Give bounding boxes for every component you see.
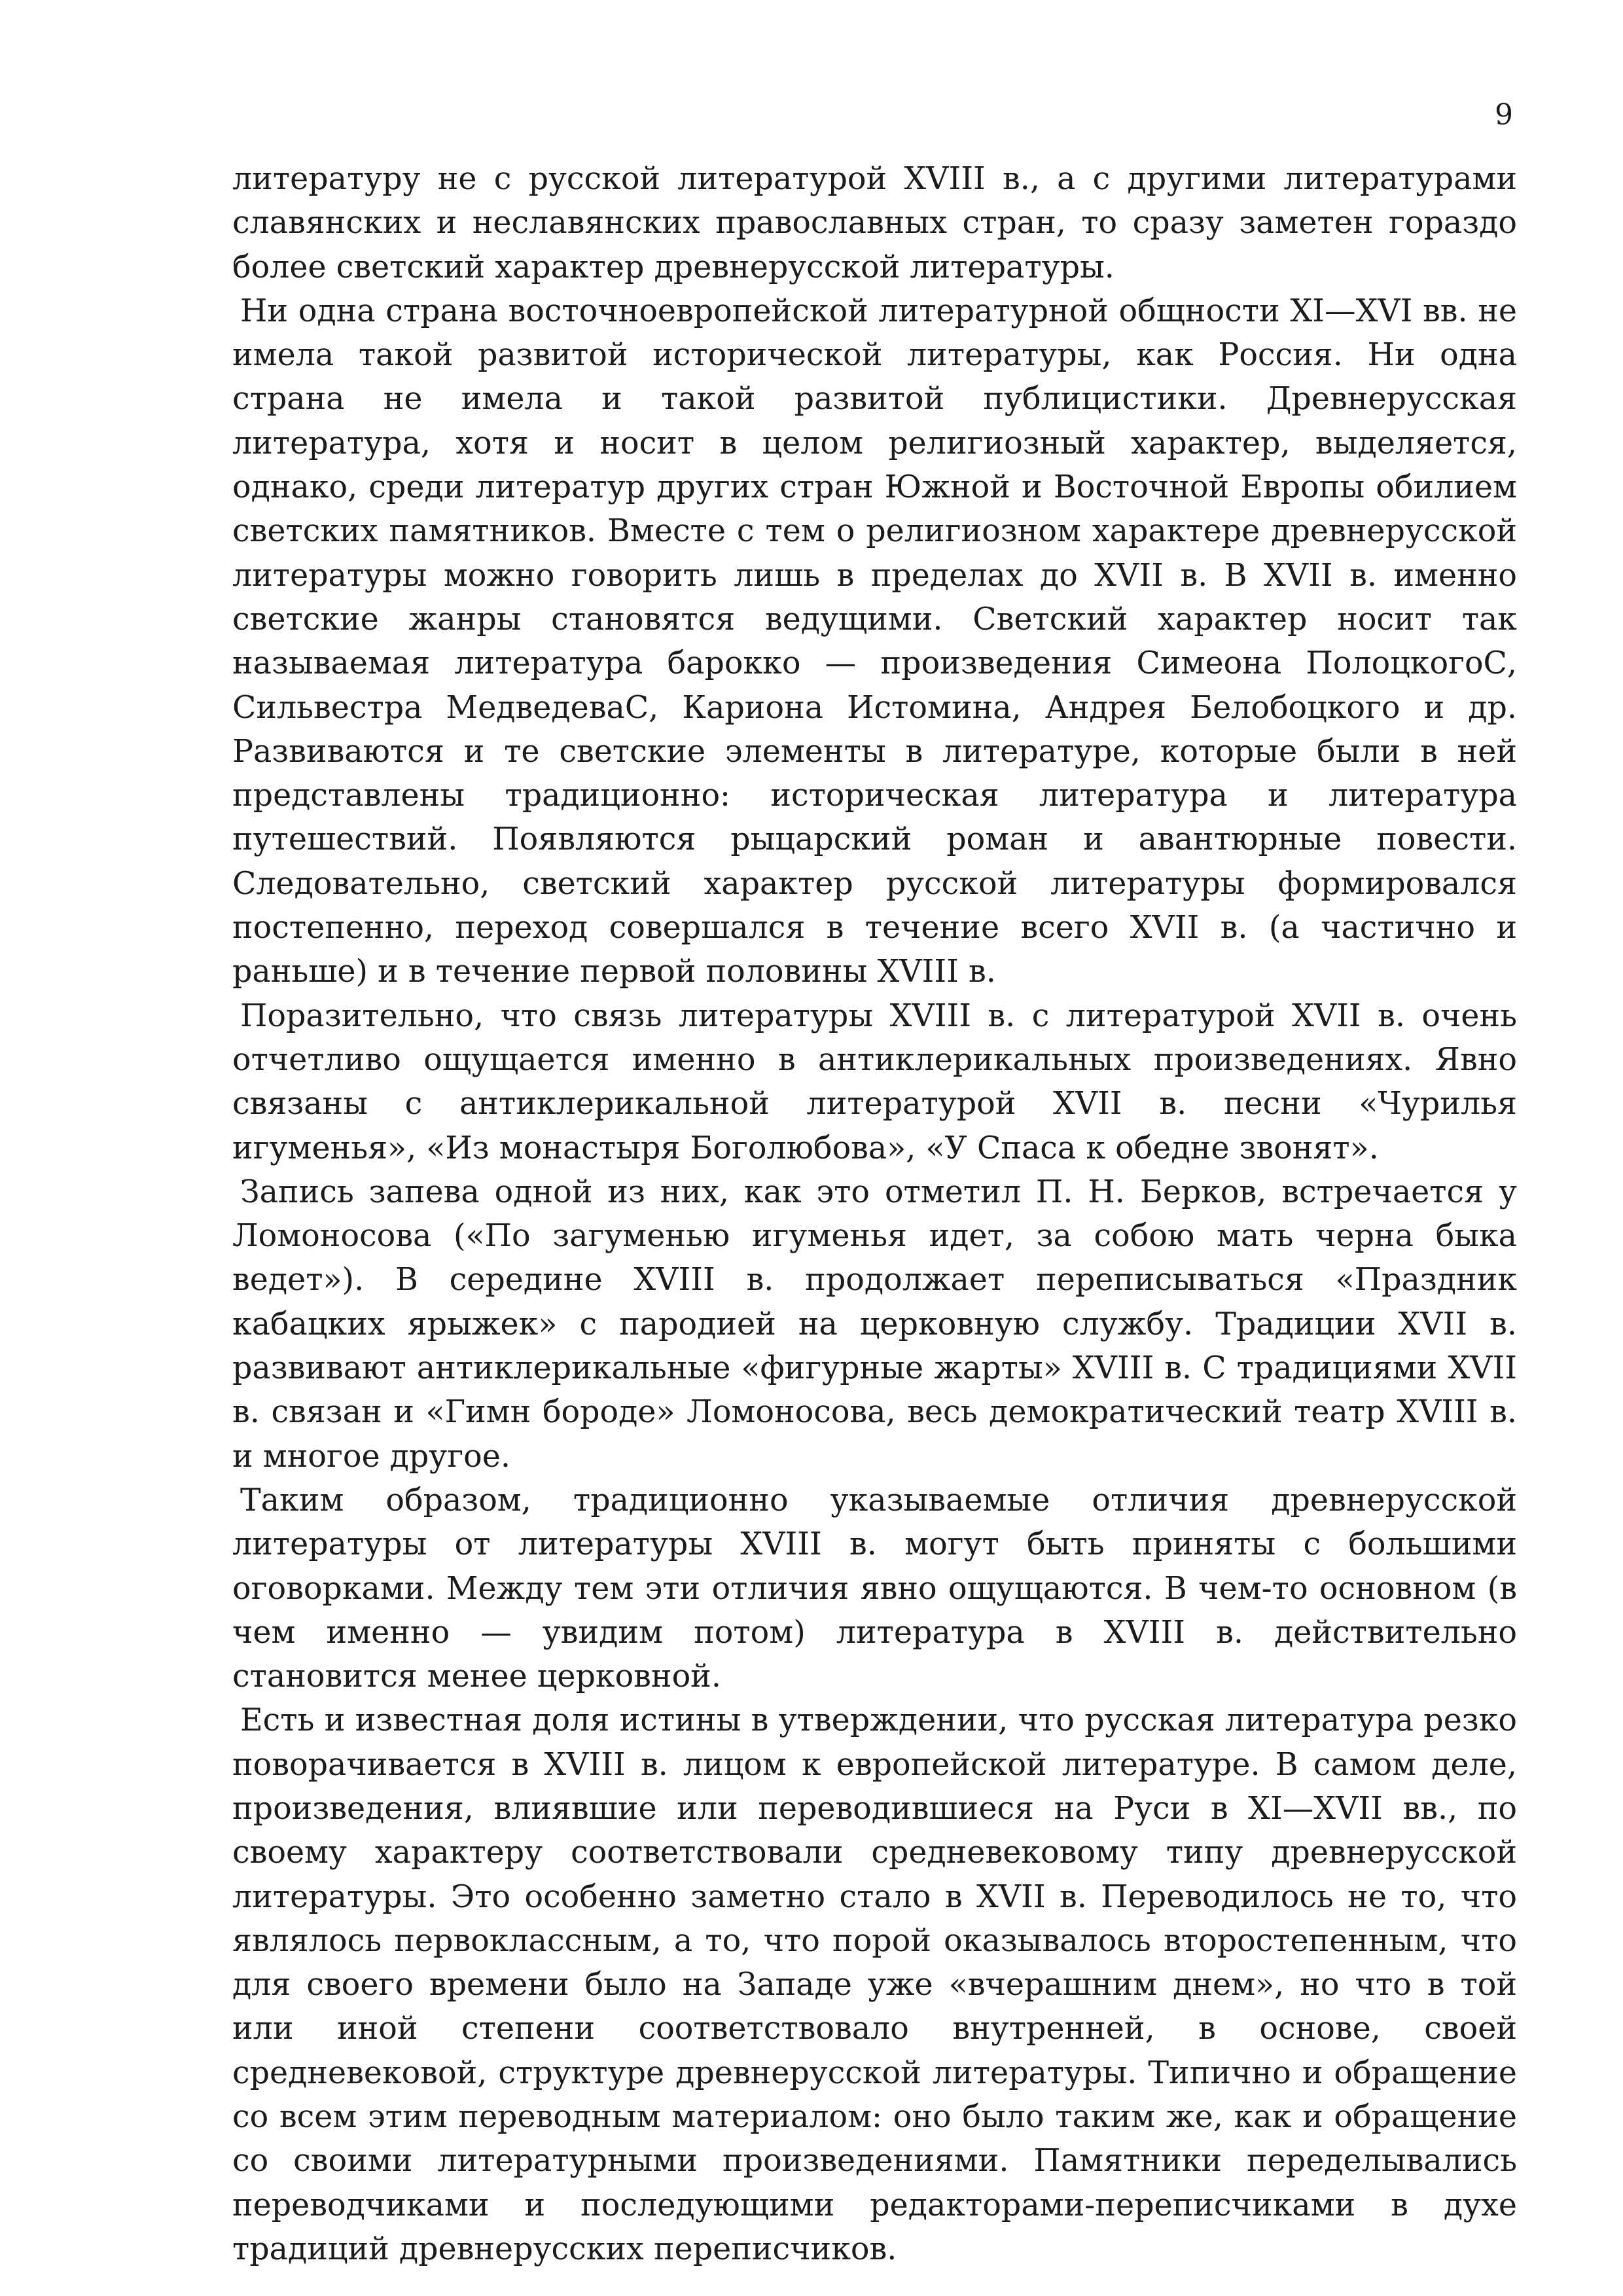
page-number: 9 <box>1495 98 1513 132</box>
body-text <box>232 157 1517 2271</box>
paragraph-continuation: литературу не с русской литературой XVIII в., а с другими литературами славянских и неславянских православных стран, то сразу заметен гораздо более светский характер древнерусской литературы. <box>232 161 1517 285</box>
paragraph: Таким образом, традиционно указываемые отличия древнерусской литературы от литературы XVIII в. могут быть приняты с большими оговорками. Между тем эти отличия явно ощущаются. В чем-то основном (в чем именно — увидим потом) литература в XVIII в. действительно становится менее церковной. <box>232 1482 1517 1695</box>
paragraph: Запись запева одной из них, как это отметил П. Н. Берков, встречается у Ломоносова («По загуменью игуменья идет, за собою мать черна быка ведет»). В середине XVIII в. продолжает переписываться «Праздник кабацких ярыжек» с пародией на церковную службу. Традиции XVII в. развивают антиклерикальные «фигурные жарты» XVIII в. С традициями XVII в. связан и «Гимн бороде» Ломоносова, весь демократический театр XVIII в. и многое другое. <box>232 1174 1517 1475</box>
paragraph: Поразительно, что связь литературы XVIII в. с литературой XVII в. очень отчетливо ощущается именно в антиклерикальных произведениях. Явно связаны с антиклерикальной литературой XVII в. песни «Чурилья игуменья», «Из монастыря Боголюбова», «У Спаса к обедне звонят». <box>232 997 1517 1166</box>
paragraph: Ни одна страна восточноевропейской литературной общности XI—XVI вв. не имела такой развитой исторической литературы, как Россия. Ни одна страна не имела и такой развитой публицистики. Древнерусская литература, хотя и носит в целом религиозный характер, выделяется, однако, среди литератур других стран Южной и Восточной Европы обилием светских памятников. Вместе с тем о религиозном характере древнерусской литературы можно говорить лишь в пределах до XVII в. В XVII в. именно светские жанры становятся ведущими. Светский характер носит так называемая литература барокко — произведения Симеона ПолоцкогоС, Сильвестра МедведеваС, Кариона Истомина, Андрея Белобоцкого и др. Развиваются и те светские элементы в литературе, которые были в ней представлены традиционно: историческая литература и литература путешествий. Появляются рыцарский роман и авантюрные повести. Следовательно, светский характер русской литературы формировался постепенно, переход совершался в течение всего XVII в. (а частично и раньше) и в течение первой половины XVIII в. <box>232 293 1517 990</box>
paragraph: Есть и известная доля истины в утверждении, что русская литература резко поворачивается в XVIII в. лицом к европейской литературе. В самом деле, произведения, влиявшие или переводившиеся на Руси в XI—XVII вв., по своему характеру соответствовали средневековому типу древнерусской литературы. Это особенно заметно стало в XVII в. Переводилось не то, что являлось первоклассным, а то, что порой оказывалось второстепенным, что для своего времени было на Западе уже «вчерашним днем», но что в той или иной степени соответствовало внутренней, в основе, своей средневековой, структуре древнерусской литературы. Типично и обращение со всем этим переводным материалом: оно было таким же, как и обращение со своими литературными произведениями. Памятники переделывались переводчиками и последующими редакторами-переписчиками в духе традиций древнерусских переписчиков. <box>232 1702 1517 2267</box>
